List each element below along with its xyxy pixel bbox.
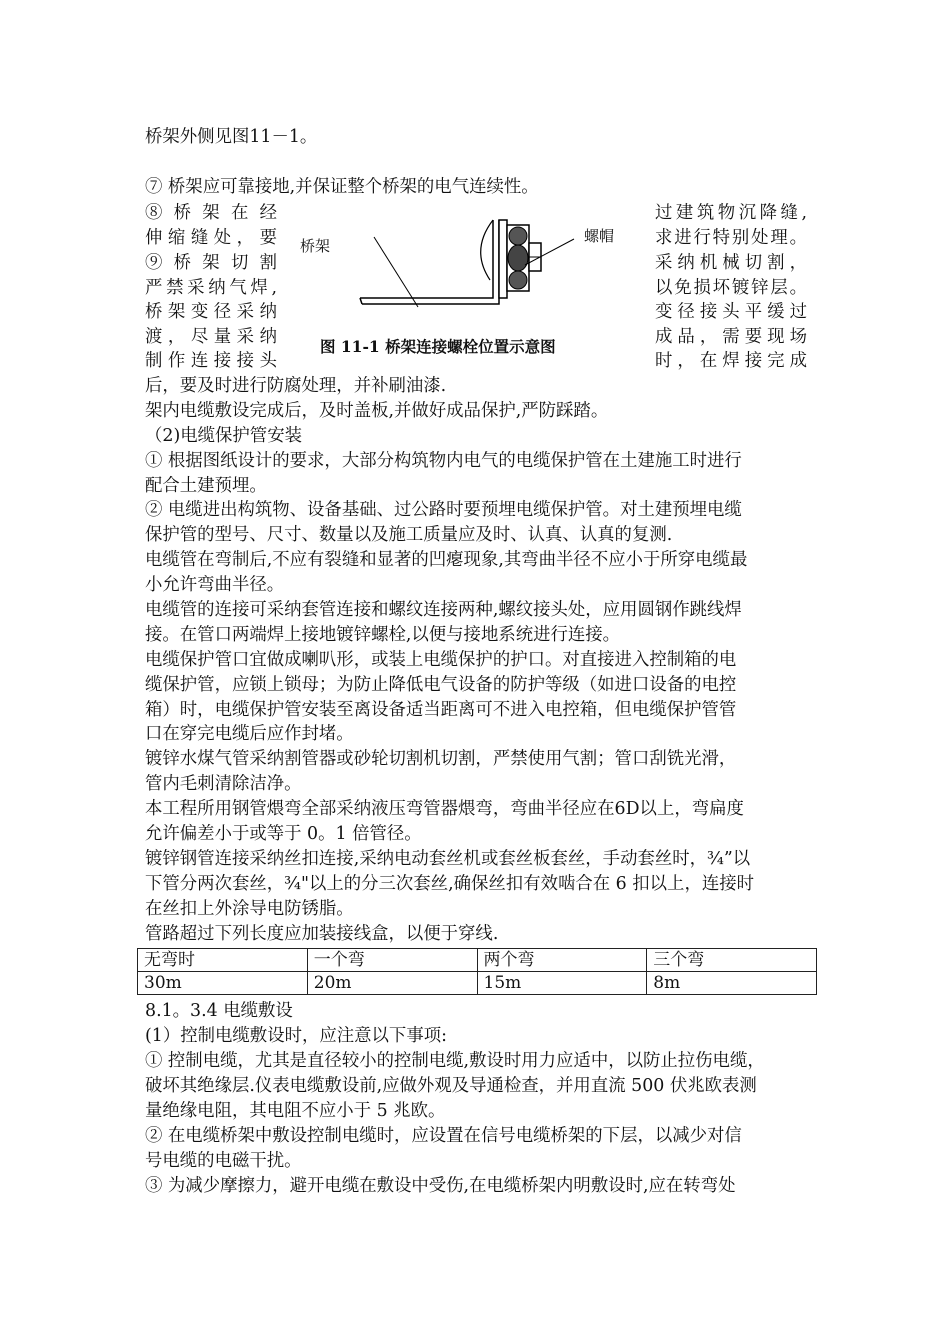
paragraph-line: (1）控制电缆敷设时，应注意以下事项: [145,1026,447,1046]
paragraph-line: 破坏其绝缘层.仪表电缆敷设前,应做外观及导通检查，并用直流 500 伏兆欧表测 [145,1076,757,1096]
paragraph-line: 口在穿完电缆后应作封堵。 [145,724,354,744]
figure-label-nut: 螺帽 [584,227,615,245]
table-cell: 30m [138,972,308,995]
left-column-line: 渡，尽量采纳 [145,327,277,347]
figure-label-tray: 桥架 [300,237,331,255]
table-cell: 8m [647,972,817,995]
paragraph-line: ② 电缆进出构筑物、设备基础、过公路时要预埋电缆保护管。对土建预埋电缆 [145,500,742,520]
paragraph-line: 量绝缘电阻，其电阻不应小于 5 兆欧。 [145,1101,446,1121]
tray-leader-line [374,237,418,307]
left-column-line: 伸缩缝处，要 [145,228,277,248]
bolt-diagram-svg [290,205,650,330]
left-column-line: 严禁采纳气焊, [145,278,277,298]
table-header-cell: 三个弯 [647,949,817,972]
paragraph-line: ⑦ 桥架应可靠接地,并保证整个桥架的电气连续性。 [145,177,539,197]
connection-plate [499,220,507,298]
paragraph-line: 管内毛刺清除洁净。 [145,774,302,794]
paragraph-line: 缆保护管，应锁上锁母；为防止降低电气设备的防护等级（如进口设备的电控 [145,675,737,695]
table-header-cell: 无弯时 [138,949,308,972]
paragraph-line: 镀锌水煤气管采纳割管器或砂轮切割机切割，严禁使用气割；管口刮铣光滑， [145,749,737,769]
table-row [138,972,817,995]
section-heading: 8.1。3.4 电缆敷设 [145,1001,293,1021]
paragraph-line: 镀锌钢管连接采纳丝扣连接,采纳电动套丝机或套丝板套丝，手动套丝时，¾”以 [145,849,751,869]
paragraph-line: 本工程所用钢管煨弯全部采纳液压弯管器煨弯，弯曲半径应在6D以上，弯扁度 [145,799,744,819]
paragraph-line: 架内电缆敷设完成后，及时盖板,并做好成品保护,严防踩踏。 [145,401,609,421]
table-header-cell: 两个弯 [477,949,647,972]
paragraph-line: 后，要及时进行防腐处理，并补刷油漆. [145,376,447,396]
paragraph-line: 箱）时，电缆保护管安装至离设备适当距离可不进入电控箱，但电缆保护管管 [145,700,737,720]
paragraph-line: 下管分两次套丝，¾"以上的分三次套丝,确保丝扣有效啮合在 6 扣以上，连接时 [145,874,755,894]
table-header-cell: 一个弯 [307,949,477,972]
paragraph-line: 小允许弯曲半径。 [145,575,285,595]
table-cell: 15m [477,972,647,995]
tray-bottom-inner [362,220,499,304]
left-column-line: 制作连接接头 [145,351,277,371]
left-column-line: ⑧ 桥 架 在 经 [145,203,277,223]
paragraph-line: 在丝扣上外涂导电防锈脂。 [145,899,354,919]
paragraph-line: ② 在电缆桥架中敷设控制电缆时，应设置在信号电缆桥架的下层，以减少对信 [145,1126,742,1146]
section-heading: （2)电缆保护管安装 [145,426,302,446]
paragraph-line: ③ 为减少摩擦力，避开电缆在敷设中受伤,在电缆桥架内明敷设时,应在转弯处 [145,1176,736,1196]
table-row [138,949,817,972]
right-column-line: 成品，需要现场 [655,327,807,347]
left-column-line: ⑨ 桥 架 切 割 [145,253,277,273]
left-column-line: 桥架变径采纳 [145,302,277,322]
paragraph-line: 电缆管的连接可采纳套管连接和螺纹连接两种,螺纹接头处，应用圆钢作跳线焊 [145,600,742,620]
table-cell: 20m [307,972,477,995]
paragraph-line: ① 控制电缆，尤其是直径较小的控制电缆,敷设时用力应适中，以防止拉伤电缆， [145,1051,765,1071]
tray-flange [481,220,493,280]
right-column-line: 时，在焊接完成 [655,351,807,371]
junction-box-length-table [137,948,817,995]
tray-bottom [360,220,493,298]
right-column-line: 采纳机械切割， [655,253,807,273]
paragraph-line: ① 根据图纸设计的要求，大部分构筑物内电气的电缆保护管在土建施工时进行 [145,451,742,471]
paragraph-line: 电缆保护管口宜做成喇叭形，或装上电缆保护的护口。对直接进入控制箱的电 [145,650,737,670]
paragraph-line: 接。在管口两端焊上接地镀锌螺栓,以便与接地系统进行连接。 [145,625,621,645]
right-column-line: 以免损坏镀锌层。 [655,278,807,298]
paragraph-line: 保护管的型号、尺寸、数量以及施工质量应及时、认真、认真的复测. [145,525,673,545]
paragraph-line: 号电缆的电磁干扰。 [145,1151,302,1171]
paragraph-line: 配合土建预埋。 [145,476,267,496]
paragraph-line: 桥架外侧见图11－1。 [145,127,318,147]
figure-caption: 图 11-1 桥架连接螺栓位置示意图 [320,337,556,356]
paragraph-line: 电缆管在弯制后,不应有裂缝和显著的凹瘪现象,其弯曲半径不应小于所穿电缆最 [145,550,748,570]
paragraph-line: 管路超过下列长度应加装接线盒，以便于穿线. [145,924,499,944]
paragraph-line: 允许偏差小于或等于 0。1 倍管径。 [145,824,422,844]
right-column-line: 变径接头平缓过 [655,302,807,322]
right-column-line: 过建筑物沉降缝, [655,203,807,223]
right-column-line: 求进行特别处理。 [655,228,807,248]
bolt-diagram-figure [290,205,650,330]
